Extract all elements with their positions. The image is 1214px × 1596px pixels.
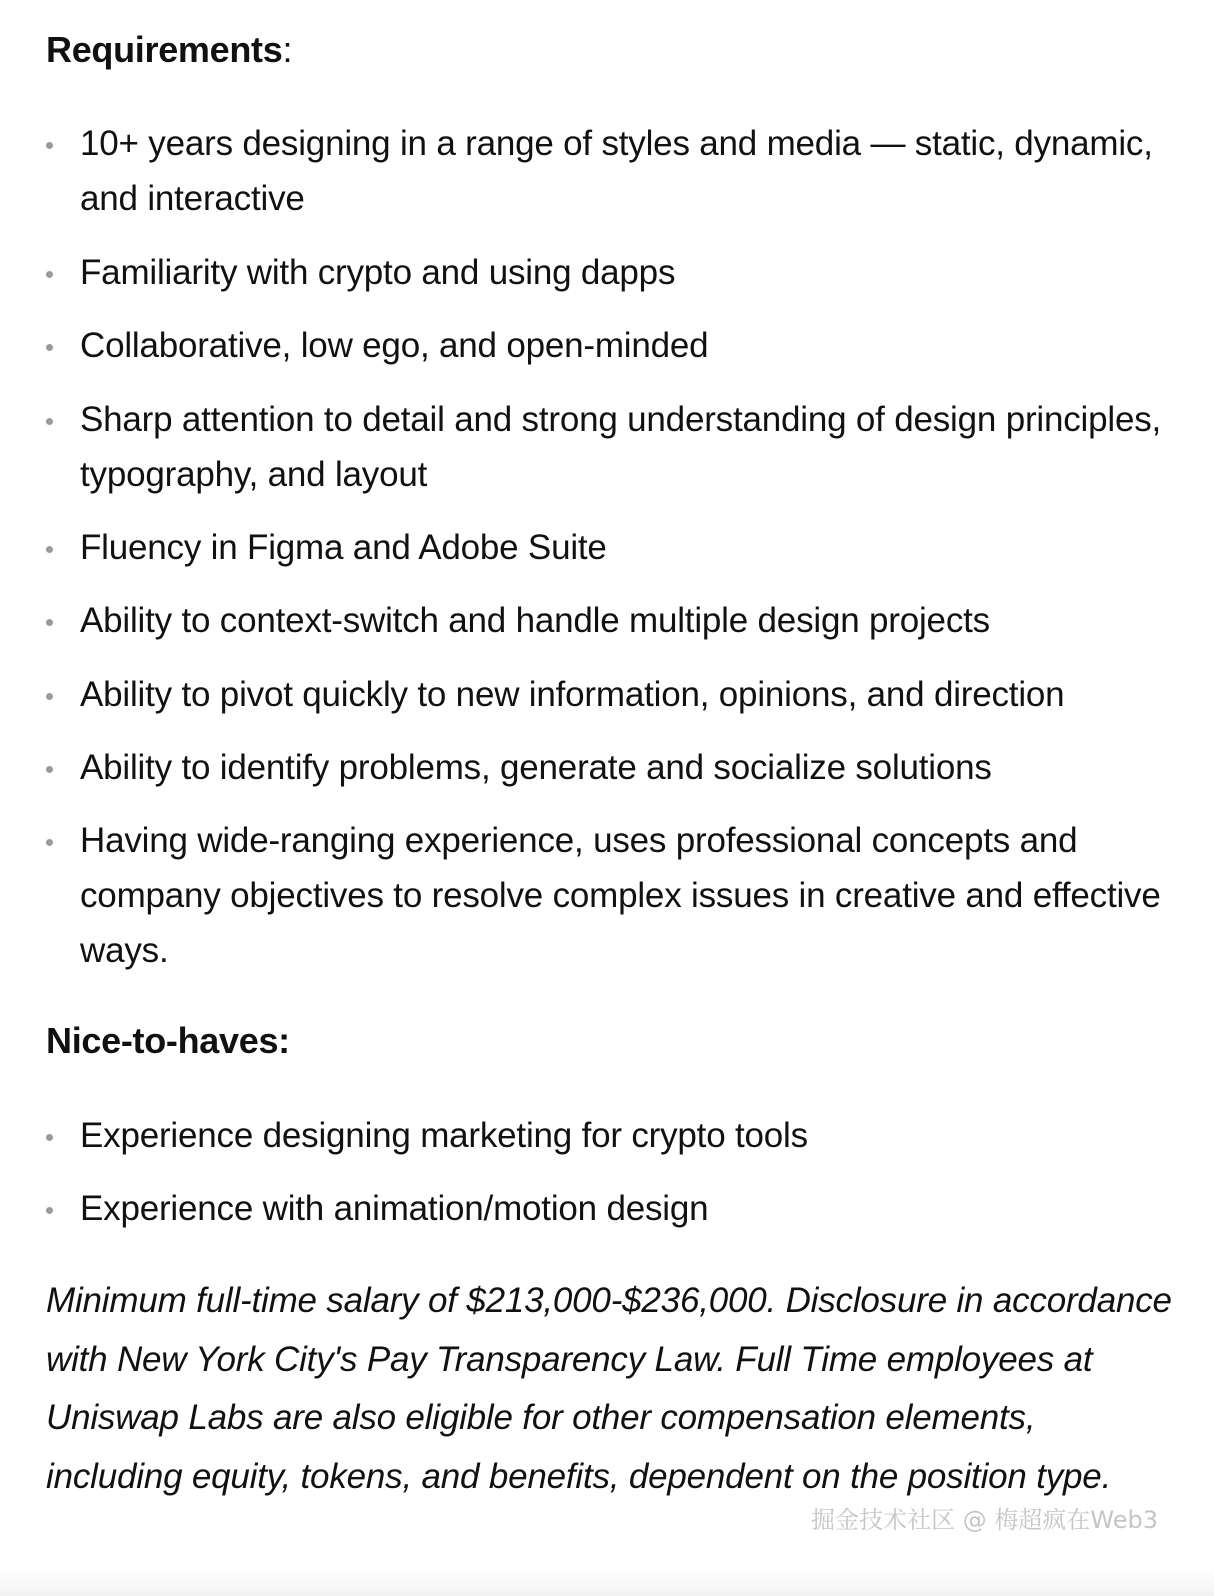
bottom-edge <box>0 1570 1214 1596</box>
bullet-icon <box>46 271 53 278</box>
requirement-text: Ability to identify problems, generate and socialize solutions <box>80 748 992 787</box>
nice-to-have-text: Experience with animation/motion design <box>80 1189 709 1228</box>
bullet-icon <box>46 1134 53 1141</box>
requirements-heading <box>46 28 292 72</box>
bullet-icon <box>46 839 53 846</box>
bullet-icon <box>46 344 53 351</box>
watermark: 掘金技术社区 @ 梅超疯在Web3 <box>811 1506 1158 1534</box>
requirements-heading-text: Requirements <box>46 29 283 70</box>
bullet-icon <box>46 1207 53 1214</box>
requirement-text: Sharp attention to detail and strong understanding of design principles, typography, and layout <box>80 400 1162 494</box>
nice-to-haves-heading: Nice-to-haves: <box>46 1020 290 1061</box>
bullet-icon <box>46 766 53 773</box>
requirement-text: Collaborative, low ego, and open-minded <box>80 326 709 365</box>
requirement-text: Fluency in Figma and Adobe Suite <box>80 528 607 567</box>
bullet-icon <box>46 546 53 553</box>
requirements-heading-colon: : <box>282 29 293 70</box>
nice-to-have-text: Experience designing marketing for crypto tools <box>80 1116 808 1155</box>
requirement-text: Familiarity with crypto and using dapps <box>80 253 676 292</box>
bullet-icon <box>46 693 53 700</box>
bullet-icon <box>46 619 53 626</box>
bullet-icon <box>46 142 53 149</box>
requirement-text: Having wide-ranging experience, uses professional concepts and company objectives to resolve complex issues in creative and effective ways. <box>80 821 1161 970</box>
requirement-text: Ability to pivot quickly to new information, opinions, and direction <box>80 675 1065 714</box>
bullet-icon <box>46 418 53 425</box>
requirement-text: 10+ years designing in a range of styles and media — static, dynamic, and interactive <box>80 124 1153 218</box>
requirement-text: Ability to context-switch and handle multiple design projects <box>80 601 990 640</box>
salary-disclosure: Minimum full-time salary of $213,000-$236,000. Disclosure in accordance with New York City's Pay Transparency Law. Full Time employees at Uniswap Labs are also eligible for other compensation elements, including equity, tokens, and benefits, dependent on the position type. <box>46 1281 1172 1496</box>
